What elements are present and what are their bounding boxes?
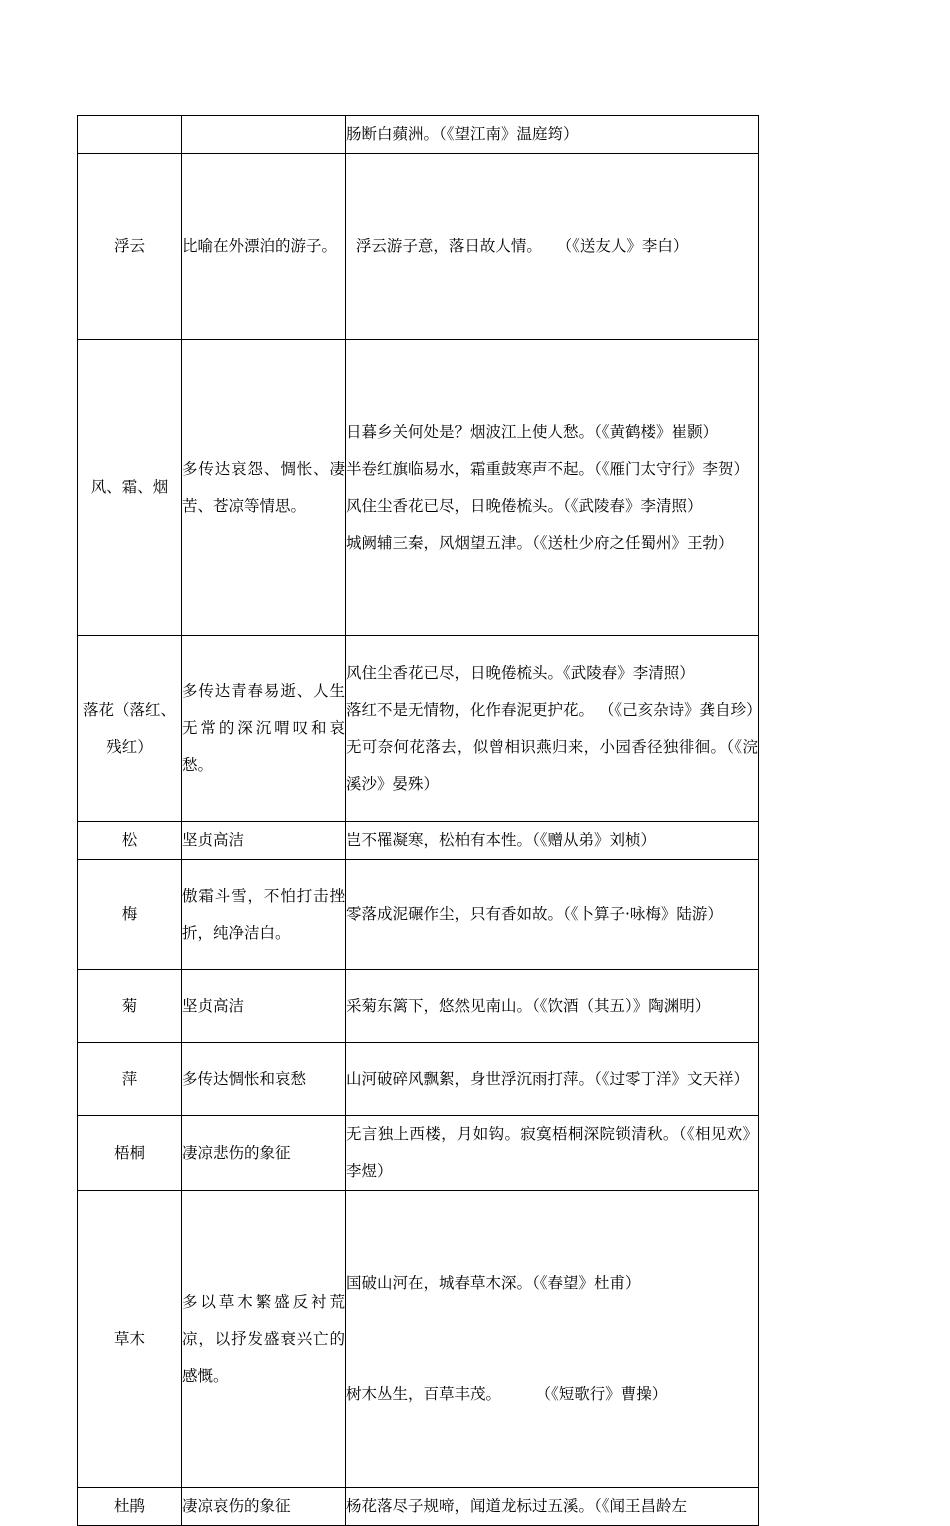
- poem-line: 肠断白蘋洲。（《望江南》温庭筠）: [346, 125, 579, 143]
- table-row: [78, 116, 759, 154]
- imagery-name: [78, 116, 182, 154]
- imagery-name: 风、霜、烟: [78, 340, 182, 636]
- table-row: [78, 1191, 759, 1488]
- poem-line: 杨花落尽子规啼，闻道龙标过五溪。（《闻王昌龄左: [346, 1497, 688, 1515]
- poem-examples: [346, 154, 759, 340]
- poem-examples: [346, 1043, 759, 1116]
- imagery-meaning: 多以草木繁盛反衬荒凉，以抒发盛衰兴亡的感慨。: [182, 1191, 346, 1488]
- imagery-meaning: 多传达惆怅和哀愁: [182, 1043, 346, 1116]
- poem-line: 风住尘香花已尽，日晚倦梳头。《武陵春》李清照）: [346, 663, 695, 682]
- poem-line: 半卷红旗临易水，霜重鼓寒声不起。（《雁门太守行》李贺）: [346, 459, 750, 478]
- poem-line: 国破山河在，城春草木深。（《春望》杜甫）: [346, 1274, 641, 1292]
- imagery-name: 杜鹃: [78, 1488, 182, 1526]
- poem-line: 山河破碎风飘絮，身世浮沉雨打萍。（《过零丁洋》文天祥）: [346, 1069, 750, 1088]
- poem-examples: [346, 970, 759, 1043]
- poem-line: 零落成泥碾作尘，只有香如故。（《卜算子·咏梅》陆游）: [346, 905, 723, 923]
- imagery-meaning: [182, 116, 346, 154]
- poem-line: 浮云游子意，落日故人情。 （《送友人》李白）: [346, 237, 689, 255]
- imagery-table: [77, 115, 762, 1526]
- imagery-name: 松: [78, 822, 182, 860]
- table-row: [78, 822, 759, 860]
- imagery-meaning: 多传达哀怨、惆怅、凄苦、苍凉等情思。: [182, 340, 346, 636]
- table-row: [78, 970, 759, 1043]
- imagery-meaning: 凄凉悲伤的象征: [182, 1116, 346, 1191]
- imagery-meaning: 多传达青春易逝、人生无常的深沉喟叹和哀愁。: [182, 636, 346, 822]
- table-row: [78, 340, 759, 636]
- poem-line: 岂不罹凝寒，松柏有本性。（《赠从弟》刘桢）: [346, 831, 657, 849]
- imagery-name: 菊: [78, 970, 182, 1043]
- poem-line: 无言独上西楼，月如钩。寂寞梧桐深院锁清秋。（《相见欢》李煜）: [346, 1125, 758, 1180]
- poem-line: 树木丛生，百草丰茂。 （《短歌行》曹操）: [346, 1385, 668, 1403]
- imagery-name: 落花（落红、残红）: [78, 636, 182, 822]
- poem-examples: [346, 822, 759, 860]
- poem-line: 无可奈何花落去，似曾相识燕归来，小园香径独徘徊。（《浣溪沙》晏殊）: [346, 737, 758, 793]
- poem-line: 风住尘香花已尽，日晚倦梳头。（《武陵春》李清照）: [346, 496, 703, 515]
- poem-line: 日暮乡关何处是？烟波江上使人愁。（《黄鹤楼》崔颢）: [346, 422, 719, 441]
- imagery-meaning: 傲霜斗雪，不怕打击挫折，纯净洁白。: [182, 860, 346, 970]
- imagery-name: 梅: [78, 860, 182, 970]
- poem-examples: [346, 1488, 759, 1526]
- poem-examples: [346, 636, 762, 822]
- table-row: [78, 154, 759, 340]
- poem-line: 城阙辅三秦，风烟望五津。（《送杜少府之任蜀州》王勃）: [346, 533, 734, 552]
- poem-line: 采菊东篱下，悠然见南山。（《饮酒（其五）》陶渊明）: [346, 996, 711, 1015]
- imagery-name: 草木: [78, 1191, 182, 1488]
- poem-examples: [346, 340, 759, 636]
- imagery-meaning: 坚贞高洁: [182, 970, 346, 1043]
- imagery-name: 萍: [78, 1043, 182, 1116]
- imagery-meaning: 坚贞高洁: [182, 822, 346, 860]
- poem-examples: [346, 1116, 759, 1191]
- poem-examples: [346, 860, 759, 970]
- imagery-meaning: 凄凉哀伤的象征: [182, 1488, 346, 1526]
- table-row: [78, 1488, 759, 1526]
- imagery-name: 梧桐: [78, 1116, 182, 1191]
- table-row: [78, 860, 759, 970]
- table-row: [78, 1043, 759, 1116]
- poem-line: 落红不是无情物，化作春泥更护花。 （《己亥杂诗》龚自珍）: [346, 700, 762, 719]
- poem-examples: [346, 1191, 759, 1488]
- imagery-meaning: 比喻在外漂泊的游子。: [182, 154, 346, 340]
- table-row: [78, 1116, 759, 1191]
- imagery-name: 浮云: [78, 154, 182, 340]
- poem-examples: [346, 116, 759, 154]
- table-row: [78, 636, 759, 822]
